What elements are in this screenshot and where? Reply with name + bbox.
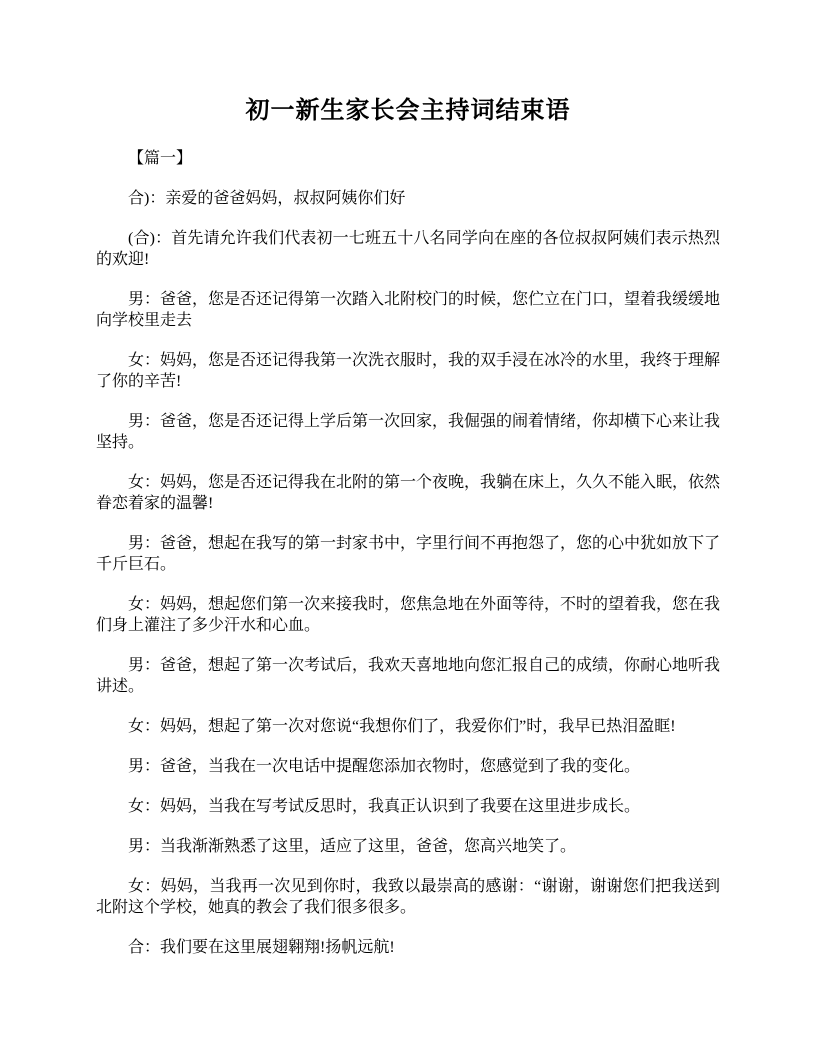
paragraph: 男：爸爸，想起了第一次考试后，我欢天喜地地向您汇报自己的成绩，你耐心地听我讲述。 — [96, 657, 721, 695]
document-title: 初一新生家长会主持词结束语 — [245, 98, 571, 124]
paragraph: 女：妈妈，您是否还记得我在北附的第一个夜晚，我躺在床上，久久不能入眠，依然眷恋着家的温馨! — [96, 474, 721, 512]
paragraph: 合：我们要在这里展翅翱翔!扬帆远航! — [128, 939, 395, 956]
section-label: 【篇一】 — [128, 150, 193, 167]
paragraph: 女：妈妈，当我再一次见到你时，我致以最崇高的感谢：“谢谢，谢谢您们把我送到北附这个学校，她真的教会了我们很多很多。 — [96, 878, 720, 916]
paragraph: 女：妈妈，想起了第一次对您说“我想你们了，我爱你们”时，我早已热泪盈眶! — [128, 718, 676, 735]
paragraph: (合)：首先请允许我们代表初一七班五十八名同学向在座的各位叔叔阿姨们表示热烈的欢迎! — [96, 230, 720, 268]
paragraph: 男：当我渐渐熟悉了这里，适应了这里，爸爸，您高兴地笑了。 — [128, 838, 577, 855]
paragraph: 合)：亲爱的爸爸妈妈，叔叔阿姨你们好 — [128, 190, 406, 207]
paragraph: 男：爸爸，当我在一次电话中提醒您添加衣物时，您感觉到了我的变化。 — [128, 758, 641, 775]
paragraph: 男：爸爸，您是否还记得第一次踏入北附校门的时候，您伫立在门口，望着我缓缓地向学校里走去 — [96, 291, 721, 329]
paragraph: 女：妈妈，想起您们第一次来接我时，您焦急地在外面等待，不时的望着我，您在我们身上灌注了多少汗水和心血。 — [96, 596, 721, 634]
paragraph: 女：妈妈，当我在写考试反思时，我真正认识到了我要在这里进步成长。 — [128, 798, 641, 815]
paragraph: 男：爸爸，您是否还记得上学后第一次回家，我倔强的闹着情绪，你却横下心来让我坚持。 — [96, 413, 721, 451]
paragraphs-container — [96, 188, 720, 958]
paragraph: 女：妈妈，您是否还记得我第一次洗衣服时，我的双手浸在冰冷的水里，我终于理解了你的辛苦! — [96, 352, 721, 390]
paragraph: 男：爸爸，想起在我写的第一封家书中，字里行间不再抱怨了，您的心中犹如放下了千斤巨石。 — [96, 535, 721, 573]
